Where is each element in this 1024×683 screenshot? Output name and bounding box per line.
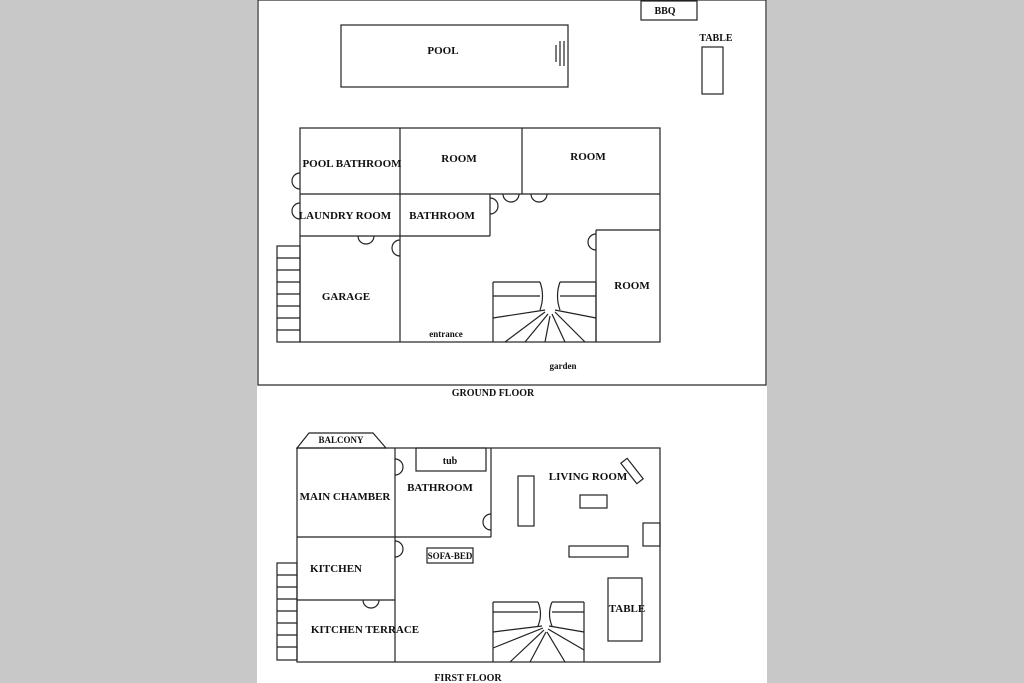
garden-label: garden: [549, 361, 577, 371]
pool-bathroom-label: POOL BATHROOM: [302, 158, 402, 170]
garage-label: GARAGE: [321, 291, 371, 303]
outdoor-table-label: TABLE: [699, 33, 733, 44]
kitchen-terrace-label: KITCHEN TERRACE: [310, 624, 420, 636]
laundry-room-label: LAUNDRY ROOM: [298, 210, 392, 222]
bbq-label: BBQ: [654, 6, 676, 17]
first-bathroom-label: BATHROOM: [407, 482, 473, 494]
tub-label: tub: [442, 456, 458, 467]
kitchen-label: KITCHEN: [310, 563, 362, 575]
dining-table-label: TABLE: [608, 603, 646, 615]
living-room-label: LIVING ROOM: [548, 471, 628, 483]
ground-floor-heading: GROUND FLOOR: [451, 388, 535, 399]
main-chamber-label: MAIN CHAMBER: [299, 491, 391, 503]
room-3-label: ROOM: [614, 280, 650, 292]
entrance-label: entrance: [429, 329, 463, 339]
pool-label: POOL: [427, 45, 459, 57]
bathroom-label: BATHROOM: [409, 210, 475, 222]
room-2-label: ROOM: [570, 151, 606, 163]
first-floor-heading: FIRST FLOOR: [434, 673, 502, 683]
sofa-bed-label: SOFA-BED: [427, 551, 473, 561]
room-1-label: ROOM: [441, 153, 477, 165]
balcony-label: BALCONY: [318, 435, 364, 445]
